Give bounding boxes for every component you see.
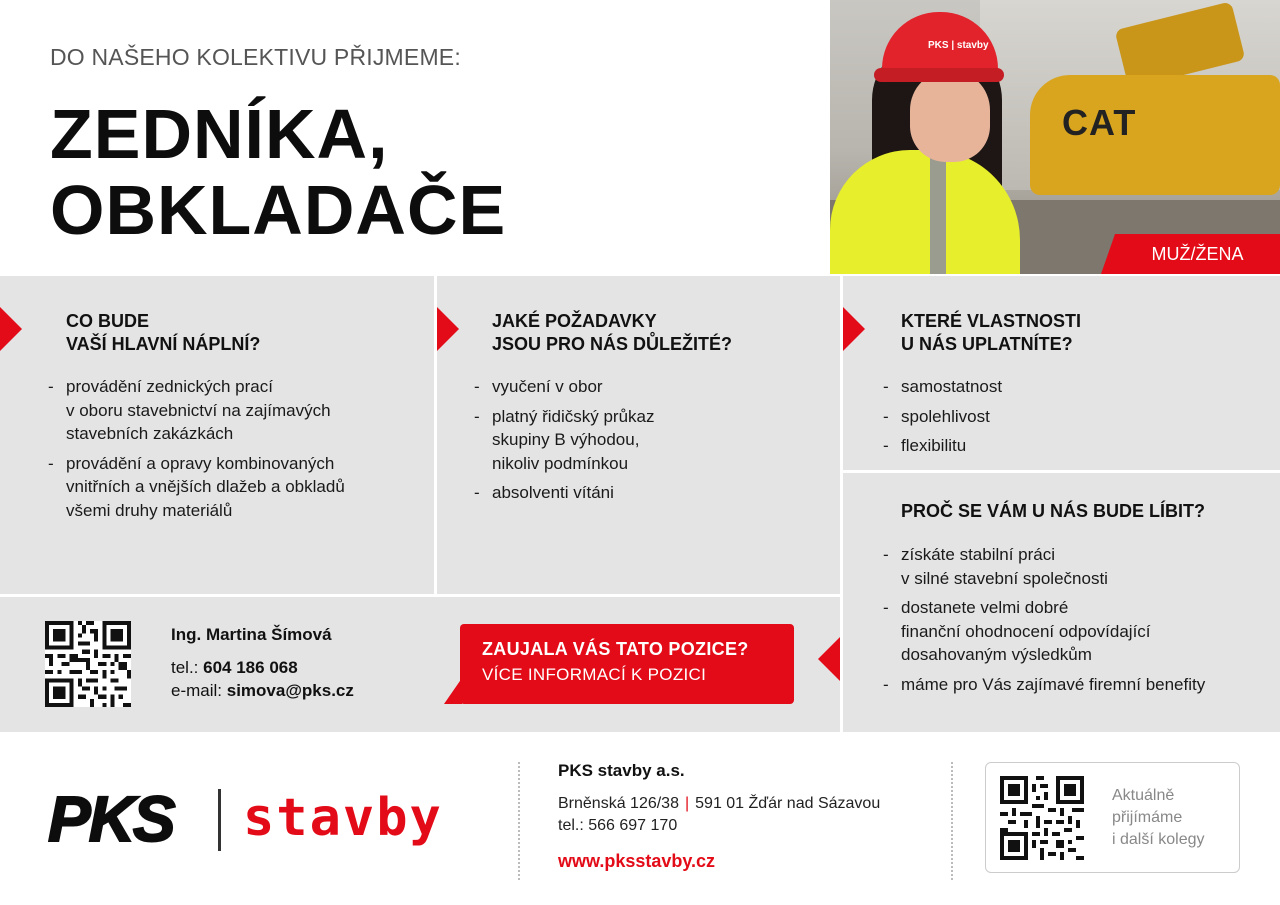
section-heading: KTERÉ VLASTNOSTI U NÁS UPLATNÍTE? [901, 311, 1082, 354]
contact-email: e-mail: simova@pks.cz [171, 681, 354, 700]
header [0, 0, 1280, 274]
contact-name: Ing. Martina Šímová [171, 625, 332, 644]
worker-face [910, 70, 990, 162]
cta-line-1: ZAUJALA VÁS TATO POZICE? [482, 639, 749, 659]
list-item: - samostatnost [883, 375, 1263, 399]
divider [951, 762, 953, 880]
list-item: - vyučení v obor [474, 375, 834, 399]
duties-list [48, 375, 428, 528]
list-item: - platný řidičský průkaz skupiny B výhodou, nikoliv podmínkou [474, 405, 834, 476]
footer [0, 732, 1280, 905]
logo-divider [218, 789, 221, 851]
arrow-icon [437, 307, 459, 351]
arrow-left-icon [818, 637, 840, 681]
list-item: - absolventi vítáni [474, 481, 834, 505]
more-info-button[interactable] [460, 624, 794, 704]
company-logo[interactable] [48, 783, 448, 857]
section-heading: PROČ SE VÁM U NÁS BUDE LÍBIT? [901, 501, 1206, 521]
section-heading: JAKÉ POŽADAVKY JSOU PRO NÁS DŮLEŽITÉ? [492, 311, 733, 354]
company-name: PKS stavby a.s. [558, 761, 685, 780]
list-item: - máme pro Vás zajímavé firemní benefity [883, 673, 1273, 697]
company-phone: tel.: 566 697 170 [558, 817, 678, 834]
page-title [50, 96, 506, 248]
cta-line-2: VÍCE INFORMACÍ K POZICI [482, 665, 707, 684]
requirements-list [474, 375, 834, 511]
benefits-list [883, 543, 1273, 702]
list-item: - provádění zednických prací v oboru stavebnictví na zajímavých stavebních zakázkách [48, 375, 428, 446]
logo-stavby: stavby [243, 788, 443, 848]
page-subtitle: DO NAŠEHO KOLEKTIVU PŘIJMEME: [50, 44, 461, 70]
list-item: - spolehlivost [883, 405, 1263, 429]
divider [518, 762, 520, 880]
list-item: - dostanete velmi dobré finanční ohodnocení odpovídající dosahovaným výsledkům [883, 596, 1273, 667]
logo-pks: PKS [48, 783, 174, 855]
arrow-icon [0, 307, 22, 351]
company-website-link[interactable]: www.pksstavby.cz [558, 851, 716, 871]
helmet-logo: PKS | stavby [928, 40, 989, 51]
phone-link[interactable]: 604 186 068 [203, 658, 298, 677]
qr-code-icon[interactable] [45, 621, 131, 707]
gender-badge: MUŽ/ŽENA [1115, 234, 1280, 274]
qualities-list [883, 375, 1263, 464]
list-item: - flexibilitu [883, 434, 1263, 458]
more-positions-box[interactable] [985, 762, 1240, 873]
qr-code-icon[interactable] [1000, 776, 1084, 860]
section-heading: CO BUDE VAŠÍ HLAVNÍ NÁPLNÍ? [66, 311, 261, 354]
more-positions-text: Aktuálně přijímáme i další kolegy [1112, 787, 1205, 848]
title-line-2: OBKLADAČE [50, 171, 507, 249]
arrow-icon [843, 307, 865, 351]
contact-phone: tel.: 604 186 068 [171, 658, 298, 677]
worker-photo [830, 0, 1280, 274]
title-line-1: ZEDNÍKA, [50, 95, 389, 173]
info-grid [0, 274, 1280, 732]
company-address: Brněnská 126/38 | 591 01 Žďár nad Sázavou [558, 795, 881, 812]
email-link[interactable]: simova@pks.cz [226, 681, 354, 700]
list-item: - získáte stabilní práci v silné stavební společnosti [883, 543, 1273, 590]
machine-brand-text: CAT [1062, 102, 1137, 143]
list-item: - provádění a opravy kombinovaných vnitřních a vnějších dlažeb a obkladů všemi druhy materiálů [48, 452, 428, 523]
